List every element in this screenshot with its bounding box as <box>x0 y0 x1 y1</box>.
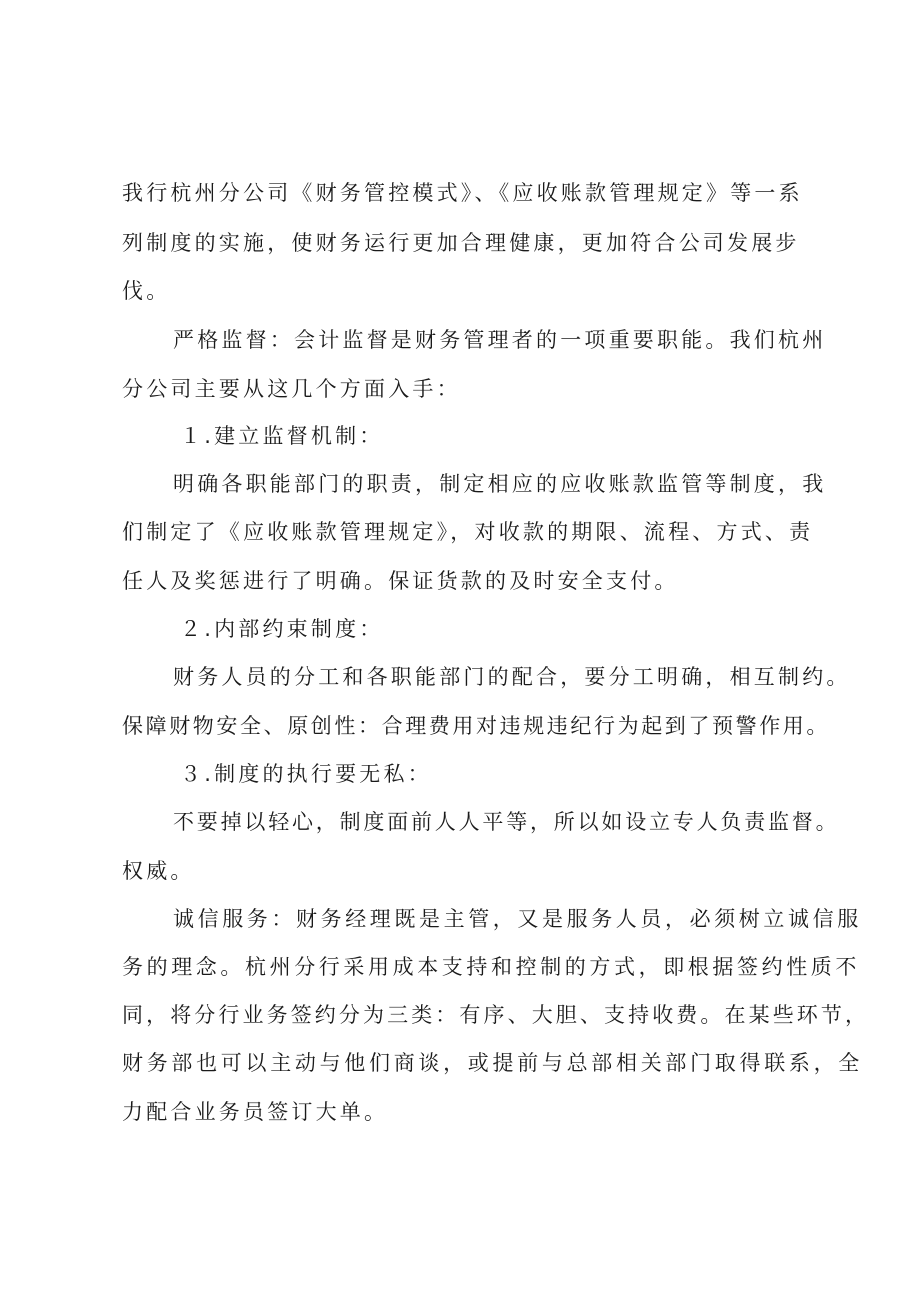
text-line: 明确各职能部门的职责，制定相应的应收账款监管等制度，我 <box>173 472 827 496</box>
text-line: 列制度的实施，使财务运行更加合理健康，更加符合公司发展步 <box>122 231 800 255</box>
text-line: 财务部也可以主动与他们商谈，或提前与总部相关部门取得联系，全 <box>122 1051 863 1075</box>
text-line: 同，将分行业务签约分为三类：有序、大胆、支持收费。在某些环节， <box>122 1003 870 1027</box>
text-line: 我行杭州分公司《财务管控模式》、《应收账款管理规定》等一系 <box>122 181 803 205</box>
text-line: 分公司主要从这几个方面入手： <box>122 377 461 401</box>
text-line: 力配合业务员签订大单。 <box>122 1100 389 1124</box>
text-line: 权威。 <box>122 859 195 883</box>
text-line: 不要掉以轻心，制度面前人人平等，所以如设立专人负责监督。 <box>173 810 840 834</box>
text-line: 任人及奖惩进行了明确。保证货款的及时安全支付。 <box>122 569 679 593</box>
text-line: 伐。 <box>122 279 171 303</box>
section-heading-2: ２.内部约束制度： <box>180 617 384 641</box>
text-line: 保障财物安全、原创性：合理费用对违规违纪行为起到了预警作用。 <box>122 714 830 738</box>
section-heading-3: ３.制度的执行要无私： <box>180 762 432 786</box>
text-line: 财务人员的分工和各职能部门的配合，要分工明确，相互制约。 <box>173 665 851 689</box>
paragraph-integrity-service: 诚信服务：财务经理既是主管，又是服务人员，必须树立诚信服 <box>173 907 862 931</box>
text-line: 们制定了《应收账款管理规定》，对收款的期限、流程、方式、责 <box>122 520 814 544</box>
paragraph-strict-supervision: 严格监督：会计监督是财务管理者的一项重要职能。我们杭州 <box>173 328 827 352</box>
section-heading-1: １.建立监督机制： <box>180 424 384 448</box>
text-line: 务的理念。杭州分行采用成本支持和控制的方式，即根据签约性质不 <box>122 955 860 979</box>
